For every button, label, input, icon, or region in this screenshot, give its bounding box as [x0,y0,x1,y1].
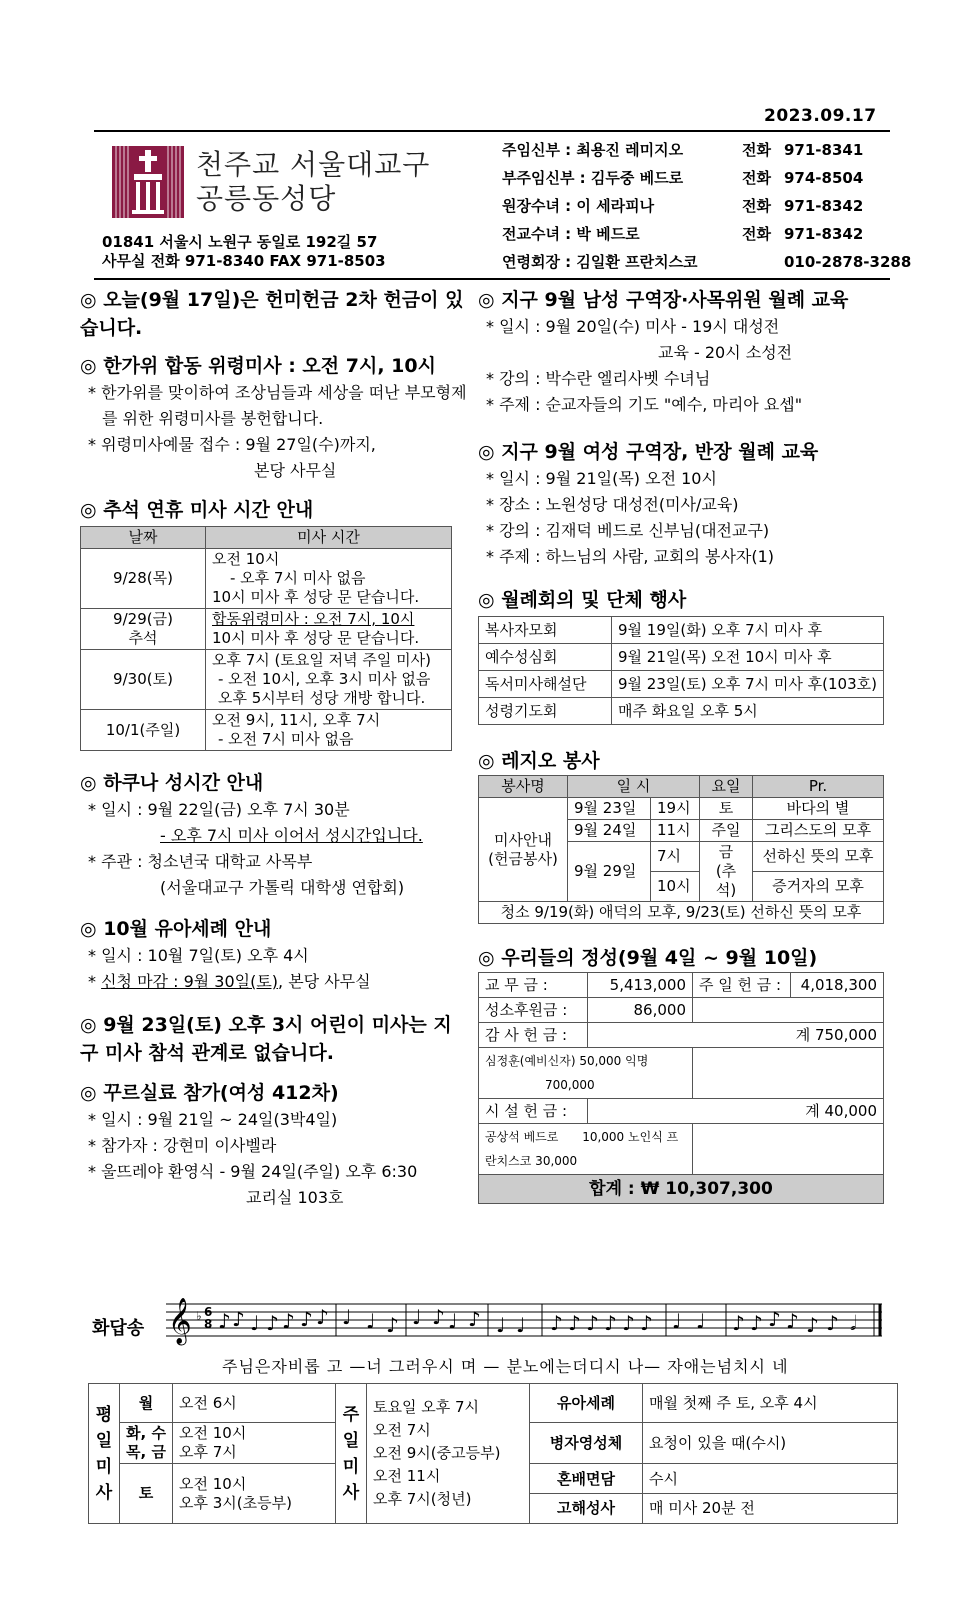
staff-role: 주임신부 : 최용진 레미지오 [502,141,684,159]
staff-list [502,136,924,276]
tel-number: 010-2878-3288 [784,253,912,271]
notice-item-cont: (서울대교구 가톨릭 대학생 연합회) [160,878,405,897]
meeting-time: 9월 23일(토) 오후 7시 미사 후(103호) [612,671,884,698]
table-header: 일 시 [568,776,700,798]
notice-item: * 강의 : 김재덕 베드로 신부님(대전교구) [486,521,770,540]
svg-text:♩: ♩ [516,1313,526,1337]
offering-value: 4,018,300 [791,973,884,998]
svg-text:♪: ♪ [586,1311,599,1335]
holiday-mass-table [80,526,452,751]
svg-text:♪: ♪ [604,1311,617,1335]
date-text: 9/29(금) [113,610,173,628]
time-line: 오후 3시(초등부) [179,1493,292,1512]
sunday-mass-label: 주일미사 [336,1384,367,1524]
date-cell [81,650,206,710]
offering-table [478,972,884,1204]
empty-cell [693,1048,884,1099]
staff-row [502,248,924,276]
notice-item: * 위령미사예물 접수 : 9월 27일(수)까지, [88,435,376,454]
svg-text:𝅗𝅥: 𝅗𝅥 [850,1311,857,1335]
svg-text:6: 6 [204,1305,213,1319]
church-name [196,148,430,216]
donor-amount: 10,000 [582,1130,625,1144]
male-leader-education-title: ◎ 지구 9월 남성 구역장·사목위원 월례 교육 [478,289,849,311]
tel-label [742,248,784,276]
svg-text:♪: ♪ [640,1311,653,1335]
svg-text:♪: ♪ [282,1309,295,1333]
svg-text:♪: ♪ [432,1305,445,1329]
table-row [479,644,884,671]
notice-item: * 강의 : 박수란 엘리사벳 수녀님 [486,369,711,388]
date-subtext: 추석 [128,629,158,647]
church-name-line2: 공릉동성당 [196,182,337,215]
table-row [479,1099,884,1124]
header-rule [94,130,890,132]
psalm-label: 화답송 [92,1318,145,1339]
tel-label: 전화 [742,197,771,215]
svg-text:♪: ♪ [750,1311,763,1335]
header-bottom-rule [94,278,890,280]
sunday-times [367,1384,530,1524]
praesidium: 선하신 뜻의 모후 [753,842,884,872]
time-cell [206,609,452,650]
time-cell [206,710,452,751]
empty-cell [693,1124,884,1175]
svg-text:♪: ♪ [386,1313,399,1337]
female-leader-education-title: ◎ 지구 9월 여성 구역장, 반장 월례 교육 [478,441,819,463]
service-name-cell [479,798,568,902]
table-row [89,1384,898,1423]
svg-text:♩: ♩ [412,1305,422,1329]
svg-text:♩: ♩ [448,1309,458,1333]
notice-memorial-mass-title: ◎ 한가위 합동 위령미사 : 오전 7시, 10시 [80,355,436,377]
group-name: 성령기도회 [479,698,612,725]
church-address [102,233,386,271]
offering-total: 계 40,000 [588,1099,884,1124]
staff-role: 원장수녀 : 이 세라피나 [502,197,655,215]
offering-label: 감 사 헌 금 : [479,1023,588,1048]
svg-text:♪: ♪ [300,1307,313,1331]
table-row [479,617,884,644]
table-row [81,609,452,650]
time-line: 오전 10시 [179,1424,247,1442]
date-text: 9/28(목) [113,569,173,587]
staff-role: 연령회장 : 김일환 프란치스코 [502,253,698,271]
sacrament-time-cell [643,1464,898,1524]
staff-role: 부주임신부 : 김두중 베드로 [502,169,684,187]
offering-label: 성소후원금 : [479,998,588,1023]
svg-text:♩: ♩ [342,1305,352,1329]
time-line: 오후 7시 [179,1443,237,1461]
service-name-sub: (헌금봉사) [488,849,558,868]
svg-text:♩: ♩ [250,1311,260,1335]
offering-total: 계 750,000 [588,1023,884,1048]
offering-detail [479,1124,693,1175]
table-row [479,1124,884,1175]
notice-item [80,969,468,995]
tel-number: 971-8341 [784,141,864,159]
holiday-mass-title: ◎ 추석 연휴 미사 시간 안내 [80,499,314,521]
notice-item: * 일시 : 9월 21일 ~ 24일(3박4일) [88,1110,338,1129]
svg-text:♩: ♩ [496,1313,506,1337]
notice-item: * 장소 : 노원성당 대성전(미사/교육) [486,495,739,514]
table-row [81,549,452,609]
svg-text:♪: ♪ [550,1311,563,1335]
svg-text:𝄞: 𝄞 [168,1298,192,1344]
time-line: 오전 6시 [179,1393,237,1412]
church-logo [112,146,184,218]
church-icon [112,146,184,218]
time-line: - 오후 7시 미사 없음 [230,569,366,587]
service-day: 토 [700,798,753,820]
date-text: 10/1(주일) [105,720,181,739]
legio-service-title: ◎ 레지오 봉사 [478,750,600,772]
sacrament-label-cell [530,1464,643,1524]
offering-grand-total: 합계 : ₩ 10,307,300 [479,1175,884,1204]
meeting-time: 9월 19일(화) 오후 7시 미사 후 [612,617,884,644]
staff-row [502,220,924,248]
notice-item: * 일시 : 9월 20일(수) 미사 - 19시 대성전 [486,317,780,336]
notice-item: * 주제 : 순교자들의 기도 "예수, 마리아 요셉" [486,395,803,414]
praesidium: 증거자의 모후 [753,872,884,902]
date-cell [81,549,206,609]
time-line: 오전 11시 [373,1467,441,1485]
offering-label: 시 설 헌 금 : [479,1099,588,1124]
table-header: 날짜 [81,527,206,549]
svg-text:♪: ♪ [316,1305,329,1329]
svg-text:♪: ♪ [468,1307,481,1331]
service-day-text: 금 [718,843,734,861]
sacrament-time: 매 미사 20분 전 [649,1499,755,1517]
date-cell [81,609,206,650]
donor: 익명 [625,1054,649,1068]
office-phone-line: 사무실 전화 971-8340 FAX 971-8503 [102,252,386,270]
staff-role: 전교수녀 : 박 베드로 [502,225,640,243]
table-row [479,902,884,924]
notice-item: * 주관 : 청소년국 대학교 사목부 [88,852,313,871]
notice-offering: ◎ 오늘(9월 17일)은 헌미헌금 2차 헌금이 있습니다. [80,289,464,339]
weekday-day: 토 [120,1464,173,1524]
table-row [479,1023,884,1048]
time-cell [206,549,452,609]
monthly-meeting-title: ◎ 월례회의 및 단체 행사 [478,589,687,611]
address-line: 01841 서울시 노원구 동일로 192길 57 [102,233,378,251]
group-name: 복사자모회 [479,617,612,644]
table-row [479,1175,884,1204]
table-row [81,710,452,751]
notice-item: * 참가자 : 강현미 이사벨라 [88,1136,277,1155]
donor-amount: 700,000 [545,1078,595,1092]
table-header: 봉사명 [479,776,568,798]
service-date: 9월 24일 [568,820,651,842]
time-line: 오후 7시(청년) [373,1490,472,1508]
time-line: 토요일 오후 7시 [373,1398,480,1416]
service-time: 11시 [651,820,700,842]
sacrament-time: 요청이 있을 때(수시) [643,1423,898,1464]
staff-row [502,192,924,220]
time-line: 오후 7시 (토요일 저녁 주일 미사) [212,651,431,669]
offering-value: 5,413,000 [588,973,693,998]
notice-item-cont: - 오후 7시 미사 이어서 성시간입니다. [160,826,423,845]
sacrament-label: 고해성사 [557,1499,615,1517]
table-header: Pr. [753,776,884,798]
notice-item-cont: 본당 사무실 [254,461,337,480]
service-day: 주일 [700,820,753,842]
infant-baptism-title: ◎ 10월 유아세례 안내 [80,918,272,940]
staff-row [502,164,924,192]
notice-item: * 일시 : 9월 22일(금) 오후 7시 30분 [88,800,350,819]
legio-service-table [478,775,884,924]
tel-number: 974-8504 [784,169,864,187]
cleaning-note: 청소 9/19(화) 애덕의 모후, 9/23(토) 선하신 뜻의 모후 [479,902,884,924]
time-line: 10시 미사 후 성당 문 닫습니다. [212,588,420,606]
sacrament-label: 유아세례 [530,1384,643,1423]
praesidium: 그리스도의 모후 [753,820,884,842]
offering-label: 교 무 금 : [479,973,588,998]
table-row [479,1048,884,1099]
service-time: 10시 [651,872,700,902]
svg-text:♩: ♩ [696,1309,706,1333]
tel-number: 971-8342 [784,225,864,243]
service-time: 19시 [651,798,700,820]
time-cell [206,650,452,710]
table-row [479,671,884,698]
table-row [479,798,884,820]
offering-detail [479,1048,693,1099]
staff-row [502,136,924,164]
svg-text:♪: ♪ [232,1307,245,1331]
time-line: 오전 10시 [179,1474,247,1493]
service-day-sub: (추석) [715,862,737,899]
donor: 노인식 프란치스코 30,000 [485,1130,679,1168]
sacrament-time: 매월 첫째 주 토, 오후 4시 [643,1384,898,1423]
time-line: 오전 10시 [212,550,280,568]
svg-text:♩: ♩ [366,1309,376,1333]
tel-label: 전화 [742,141,771,159]
table-row [479,698,884,725]
donor: 심정훈(예비신자) 50,000 [485,1054,622,1068]
notice-text: , 본당 사무실 [278,972,371,991]
svg-text:♪: ♪ [568,1311,581,1335]
service-date: 9월 29일 [568,842,651,902]
tel-label: 전화 [742,225,771,243]
table-header: 요일 [700,776,753,798]
children-mass-notice: ◎ 9월 23일(토) 오후 3시 어린이 미사는 지구 미사 참석 관계로 없습니다. [80,1014,452,1064]
time-line: 오후 5시부터 성당 개방 합니다. [218,689,426,707]
time-line: 합동위령미사 : 오전 7시, 10시 [212,610,415,628]
notice-item: * 울뜨레야 환영식 - 9월 24일(주일) 오후 6:30 [88,1162,418,1181]
svg-text:♪: ♪ [218,1309,231,1333]
weekday-mass-label: 평일미사 [89,1384,120,1524]
svg-text:♪: ♪ [732,1311,745,1335]
service-name: 미사안내 [494,830,552,849]
empty-cell [693,998,884,1023]
offering-value: 86,000 [588,998,693,1023]
deadline-text: 신청 마감 : 9월 30일(토) [101,972,279,991]
bullet: * [88,972,102,991]
right-column [478,286,888,1204]
hakuna-title: ◎ 하쿠나 성시간 안내 [80,772,264,794]
left-column [80,286,468,1211]
notice-item-cont: 교리실 103호 [246,1188,344,1207]
service-date: 9월 23일 [568,798,651,820]
weekday-day: 월 [120,1384,173,1423]
svg-text:♪: ♪ [786,1309,799,1333]
sacrament-label: 혼배면담 [530,1465,642,1494]
mass-schedule-table [88,1383,898,1524]
meeting-time: 9월 21일(목) 오전 10시 미사 후 [612,644,884,671]
tel-label: 전화 [742,169,771,187]
meeting-time: 매주 화요일 오후 5시 [612,698,884,725]
cursillo-title: ◎ 꾸르실료 참가(여성 412차) [80,1082,339,1104]
time-line: - 오전 7시 미사 없음 [218,730,354,748]
table-row [479,973,884,998]
sacrament-label: 병자영성체 [530,1423,643,1464]
notice-item: * 일시 : 10월 7일(토) 오후 4시 [88,946,309,965]
time-line: 오전 9시(중고등부) [373,1444,501,1462]
notice-item: * 일시 : 9월 21일(목) 오전 10시 [486,469,717,488]
service-time: 7시 [651,842,700,872]
group-name: 독서미사해설단 [479,671,612,698]
svg-text:♪: ♪ [768,1307,781,1331]
time-line: 오전 9시, 11시, 오후 7시 [212,711,381,729]
svg-text:8: 8 [204,1317,213,1331]
weekday-day: 화, 수 목, 금 [120,1423,173,1464]
praesidium: 바다의 별 [753,798,884,820]
monthly-meeting-table [478,616,884,725]
svg-text:♪: ♪ [826,1311,839,1335]
table-header: 미사 시간 [206,527,452,549]
svg-text:♩: ♩ [672,1309,682,1333]
sacrament-time: 수시 [643,1465,897,1494]
table-row [479,998,884,1023]
weekday-time [173,1384,336,1423]
service-day [700,842,753,902]
notice-item-cont: 교육 - 20시 소성전 [658,343,793,362]
svg-text:♪: ♪ [622,1311,635,1335]
table-row [81,650,452,710]
time-line: - 오전 10시, 오후 3시 미사 없음 [218,670,431,688]
music-staff-icon [166,1290,886,1350]
psalm-score [166,1290,886,1354]
psalm-lyrics: 주님은자비롭 고 —너 그러우시 며 — 분노에는더디시 나— 자애는넘치시 네 [222,1357,789,1376]
weekday-time [173,1423,336,1464]
bulletin-date: 2023.09.17 [764,106,877,126]
church-name-line1: 천주교 서울대교구 [196,148,431,181]
date-cell [81,710,206,751]
time-line: 10시 미사 후 성당 문 닫습니다. [212,629,420,647]
notice-item: * 한가위를 맞이하여 조상님들과 세상을 떠난 부모형제를 위한 위령미사를 봉헌합니다. [88,383,467,428]
offering-title: ◎ 우리들의 정성(9월 4일 ~ 9월 10일) [478,947,818,969]
time-line: 오전 7시 [373,1421,431,1439]
svg-text:♭: ♭ [196,1309,202,1323]
tel-number: 971-8342 [784,197,864,215]
offering-label: 주 일 헌 금 : [693,973,791,998]
date-text: 9/30(토) [113,670,173,688]
svg-text:♪: ♪ [266,1311,279,1335]
svg-text:♪: ♪ [806,1313,819,1337]
donor: 공상석 베드로 [485,1130,559,1144]
notice-item: * 주제 : 하느님의 사람, 교회의 봉사자(1) [486,547,775,566]
group-name: 예수성심회 [479,644,612,671]
weekday-time [173,1464,336,1524]
